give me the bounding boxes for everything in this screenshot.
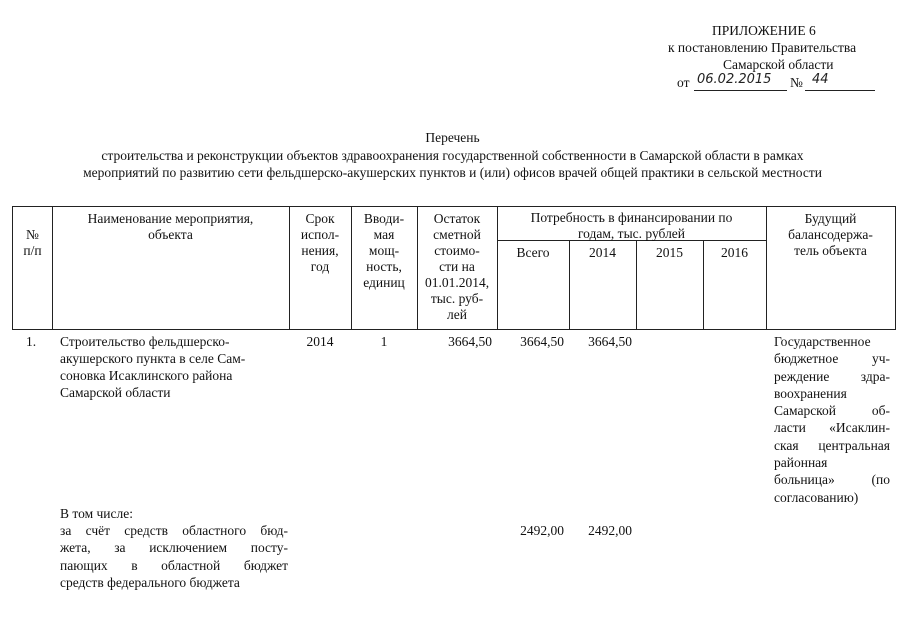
row1-capacity: 1	[380, 334, 388, 349]
number-underline	[805, 90, 875, 91]
appendix-title: ПРИЛОЖЕНИЕ 6	[712, 23, 816, 38]
header-2014: 2014	[589, 245, 616, 260]
appendix-date: 06.02.2015	[697, 72, 772, 87]
appendix-num-label: №	[790, 75, 803, 90]
header-term: Срок испол- нения, год	[300, 211, 340, 274]
subrow-label: В том числе:	[60, 506, 133, 521]
appendix-from-label: от	[677, 75, 690, 90]
header-balance: Остаток сметной стоимо- сти на 01.01.2014, тыс. руб- лей	[424, 211, 490, 322]
header-holder: Будущий балансодержа- тель объекта	[788, 211, 873, 258]
row1-name: Строительство фельдшерско- акушерского пункта в селе Сам- соновка Исаклинского района Самарской области	[60, 334, 246, 400]
header-need: Потребность в финансировании по годам, тыс. рублей	[530, 210, 733, 241]
row1-total: 3664,50	[520, 334, 564, 349]
date-underline	[694, 90, 787, 91]
row1-holder: Государственное бюджетное уч- реждение здра- воохранения Самарской об- ласти «Исаклин- ская центральная районная больница» (по согласованию)	[774, 334, 890, 505]
subrow-total: 2492,00	[520, 523, 564, 538]
appendix-number: 44	[812, 72, 829, 87]
row1-2014: 3664,50	[588, 334, 632, 349]
row1-term: 2014	[306, 334, 334, 349]
doc-title-1: Перечень	[425, 130, 480, 145]
doc-title-3: мероприятий по развитию сети фельдшерско-акушерских пунктов и (или) офисов врачей общей практики в сельской местности	[83, 165, 822, 180]
header-2015: 2015	[656, 245, 683, 260]
header-num: № п/п	[23, 227, 42, 258]
appendix-line2: Самарской области	[723, 57, 834, 72]
subrow-2014: 2492,00	[588, 523, 632, 538]
header-2016: 2016	[721, 245, 748, 260]
row1-num: 1.	[26, 334, 37, 349]
subrow-text: за счёт средств областного бюд- жета, за исключением посту- пающих в областной бюджет средств федерального бюджета	[60, 523, 288, 590]
appendix-line1: к постановлению Правительства	[668, 40, 857, 55]
header-total: Всего	[516, 245, 550, 260]
row1-balance: 3664,50	[448, 334, 492, 349]
header-capacity: Вводи- мая мощ- ность, единиц	[363, 211, 405, 290]
doc-title-2: строительства и реконструкции объектов здравоохранения государственной собственности в Самарской области в рамках	[101, 148, 804, 163]
header-name: Наименование мероприятия, объекта	[87, 211, 254, 242]
